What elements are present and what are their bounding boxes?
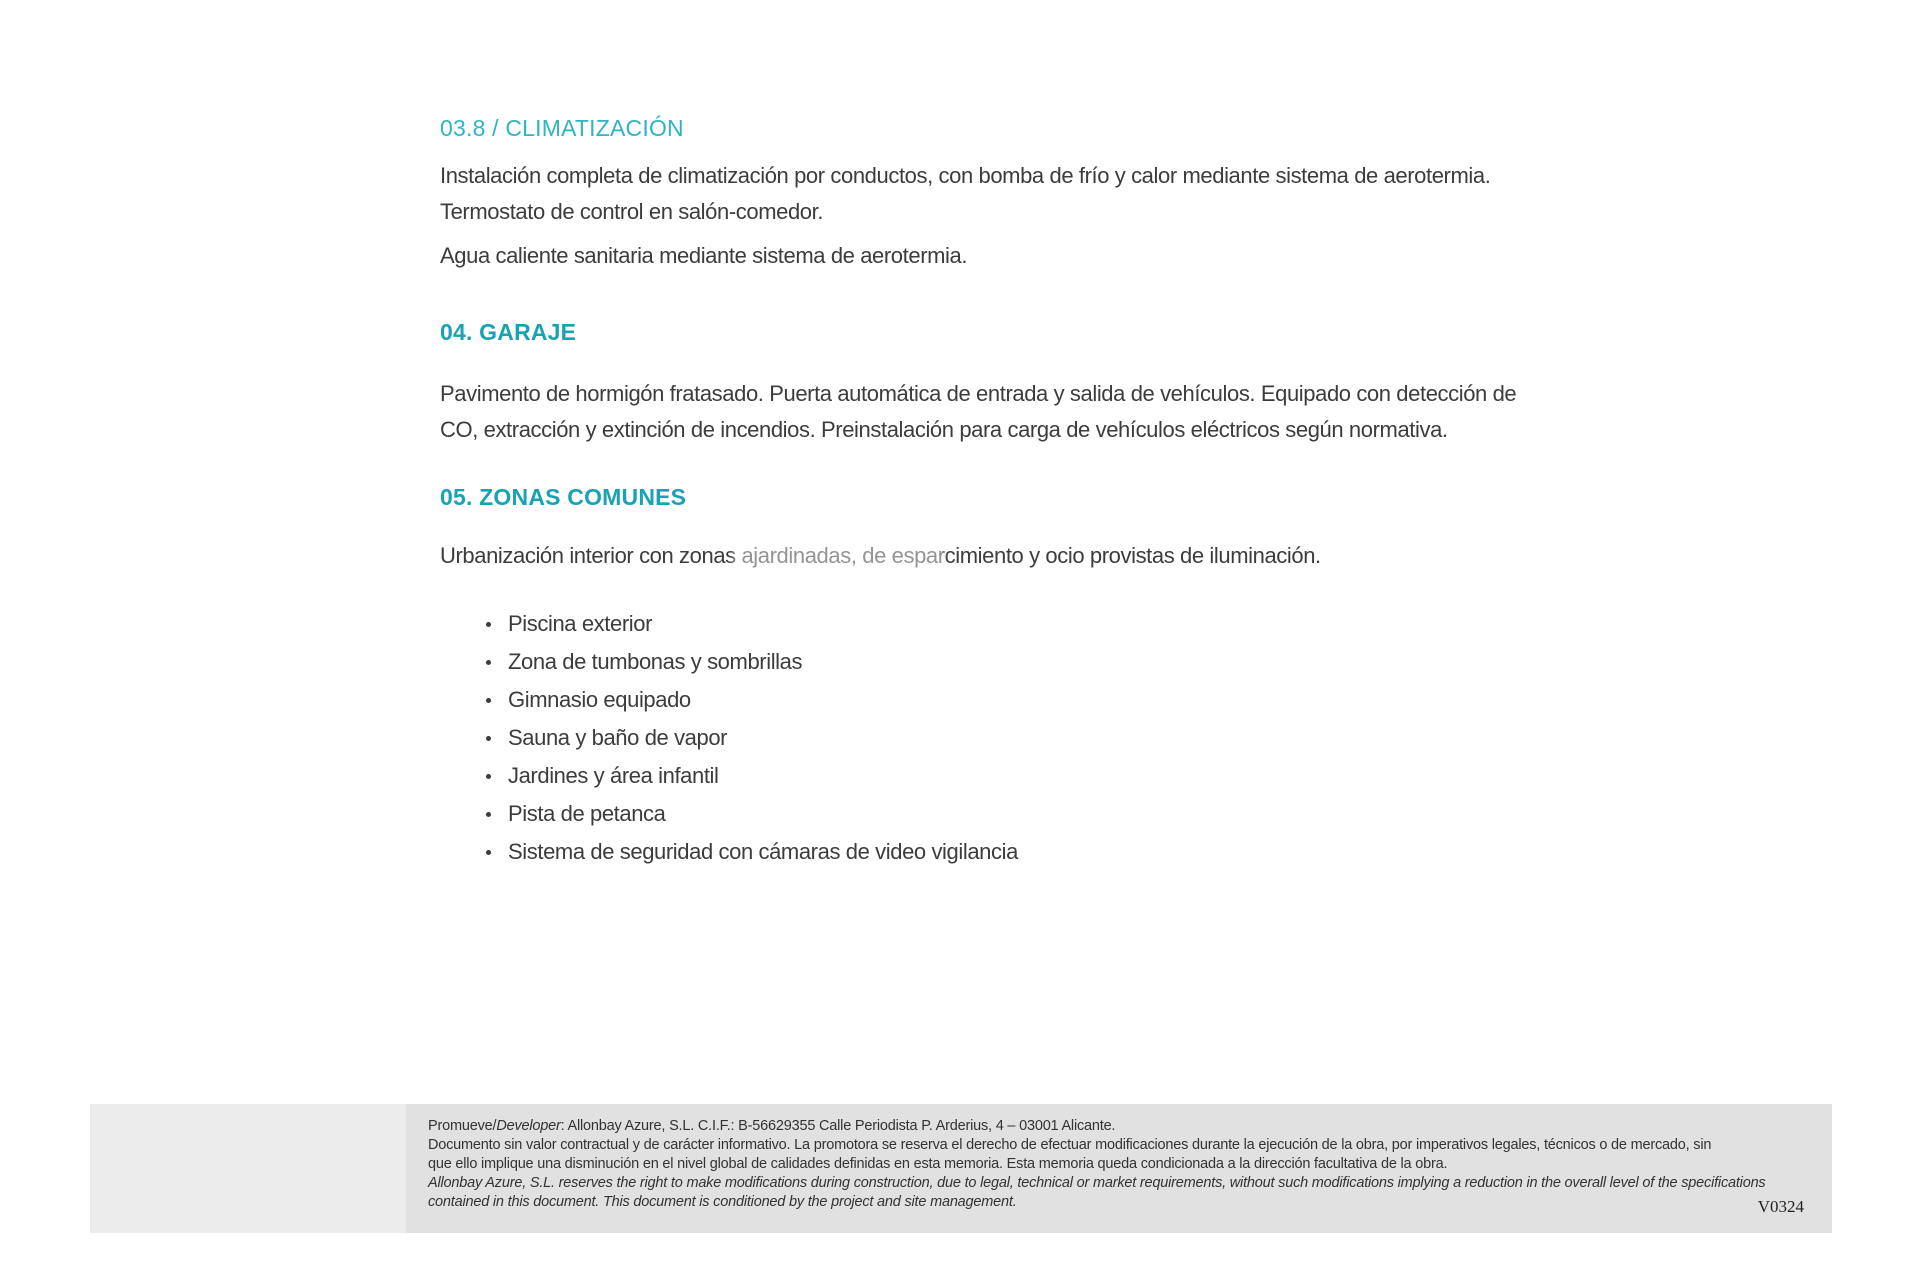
text-line: Urbanización interior con zonas ajardinadas, de esparcimiento y ocio provistas de iluminación. [440,543,1321,568]
list-item-label: Piscina exterior [508,611,652,636]
document-content [440,114,1620,871]
paragraph-garaje [440,376,1620,448]
list-item-label: Sistema de seguridad con cámaras de video vigilancia [508,839,1018,864]
bullet-icon [486,698,491,703]
developer-label: Developer [496,1118,561,1134]
bullet-icon [486,660,491,665]
text-line: Instalación completa de climatización por conductos, con bomba de frío y calor mediante sistema de aerotermia. [440,163,1491,188]
list-item-label: Sauna y baño de vapor [508,725,728,750]
list-item [440,833,1620,871]
section-heading-garaje: 04. GARAJE [440,319,577,345]
list-item [440,681,1620,719]
section-heading-zonas-comunes: 05. ZONAS COMUNES [440,484,687,510]
bullet-icon [486,774,491,779]
text-line: Termostato de control en salón-comedor. [440,199,824,224]
footer-disclaimer-es-line2: que ello implique una disminución en el nivel global de calidades definidas en esta memoria. Esta memoria queda condicionada a la dirección facultativa de la obra. [428,1156,1448,1172]
footer-disclaimer-es-line1: Documento sin valor contractual y de carácter informativo. La promotora se reserva el derecho de efectuar modificaciones durante la ejecución de la obra, por imperativos legales, técnicos o de mercado, sin [428,1137,1712,1153]
footer-band [90,1104,1832,1233]
list-item [440,605,1620,643]
footer-developer-line [428,1117,1832,1136]
version-code: V0324 [1757,1197,1804,1216]
list-item-label: Pista de petanca [508,801,666,826]
footer-disclaimer-en-line2: contained in this document. This document is conditioned by the project and site management. [428,1194,1017,1210]
list-item-label: Gimnasio equipado [508,687,691,712]
list-item [440,719,1620,757]
list-item-label: Jardines y área infantil [508,763,719,788]
footer-legal-block [406,1104,1832,1233]
footer-left-strip [90,1104,406,1233]
list-item [440,795,1620,833]
text-line: Pavimento de hormigón fratasado. Puerta automática de entrada y salida de vehículos. Equipado con detección de [440,381,1517,406]
bullet-icon [486,812,491,817]
footer-disclaimer-en-line1: Allonbay Azure, S.L. reserves the right to make modifications during construction, due to legal, technical or market requirements, without such modifications implying a reduction in the overall level of the specifications [428,1175,1766,1191]
paragraph-zonas-intro [440,538,1620,574]
text-line: Agua caliente sanitaria mediante sistema de aerotermia. [440,243,968,268]
amenities-list [440,605,1620,871]
section-heading-climatizacion: 03.8 / CLIMATIZACIÓN [440,115,684,141]
paragraph-climatizacion-1 [440,158,1620,230]
bullet-icon [486,850,491,855]
list-item-label: Zona de tumbonas y sombrillas [508,649,803,674]
bullet-icon [486,622,491,627]
paragraph-climatizacion-2 [440,238,1620,274]
text-line: CO, extracción y extinción de incendios. Preinstalación para carga de vehículos eléctricos según normativa. [440,417,1448,442]
list-item [440,757,1620,795]
promueve-label: Promueve/ [428,1118,497,1134]
bullet-icon [486,736,491,741]
developer-details: : Allonbay Azure, S.L. C.I.F.: B-56629355 Calle Periodista P. Arderius, 4 – 03001 Alicante. [560,1118,1116,1134]
list-item [440,643,1620,681]
